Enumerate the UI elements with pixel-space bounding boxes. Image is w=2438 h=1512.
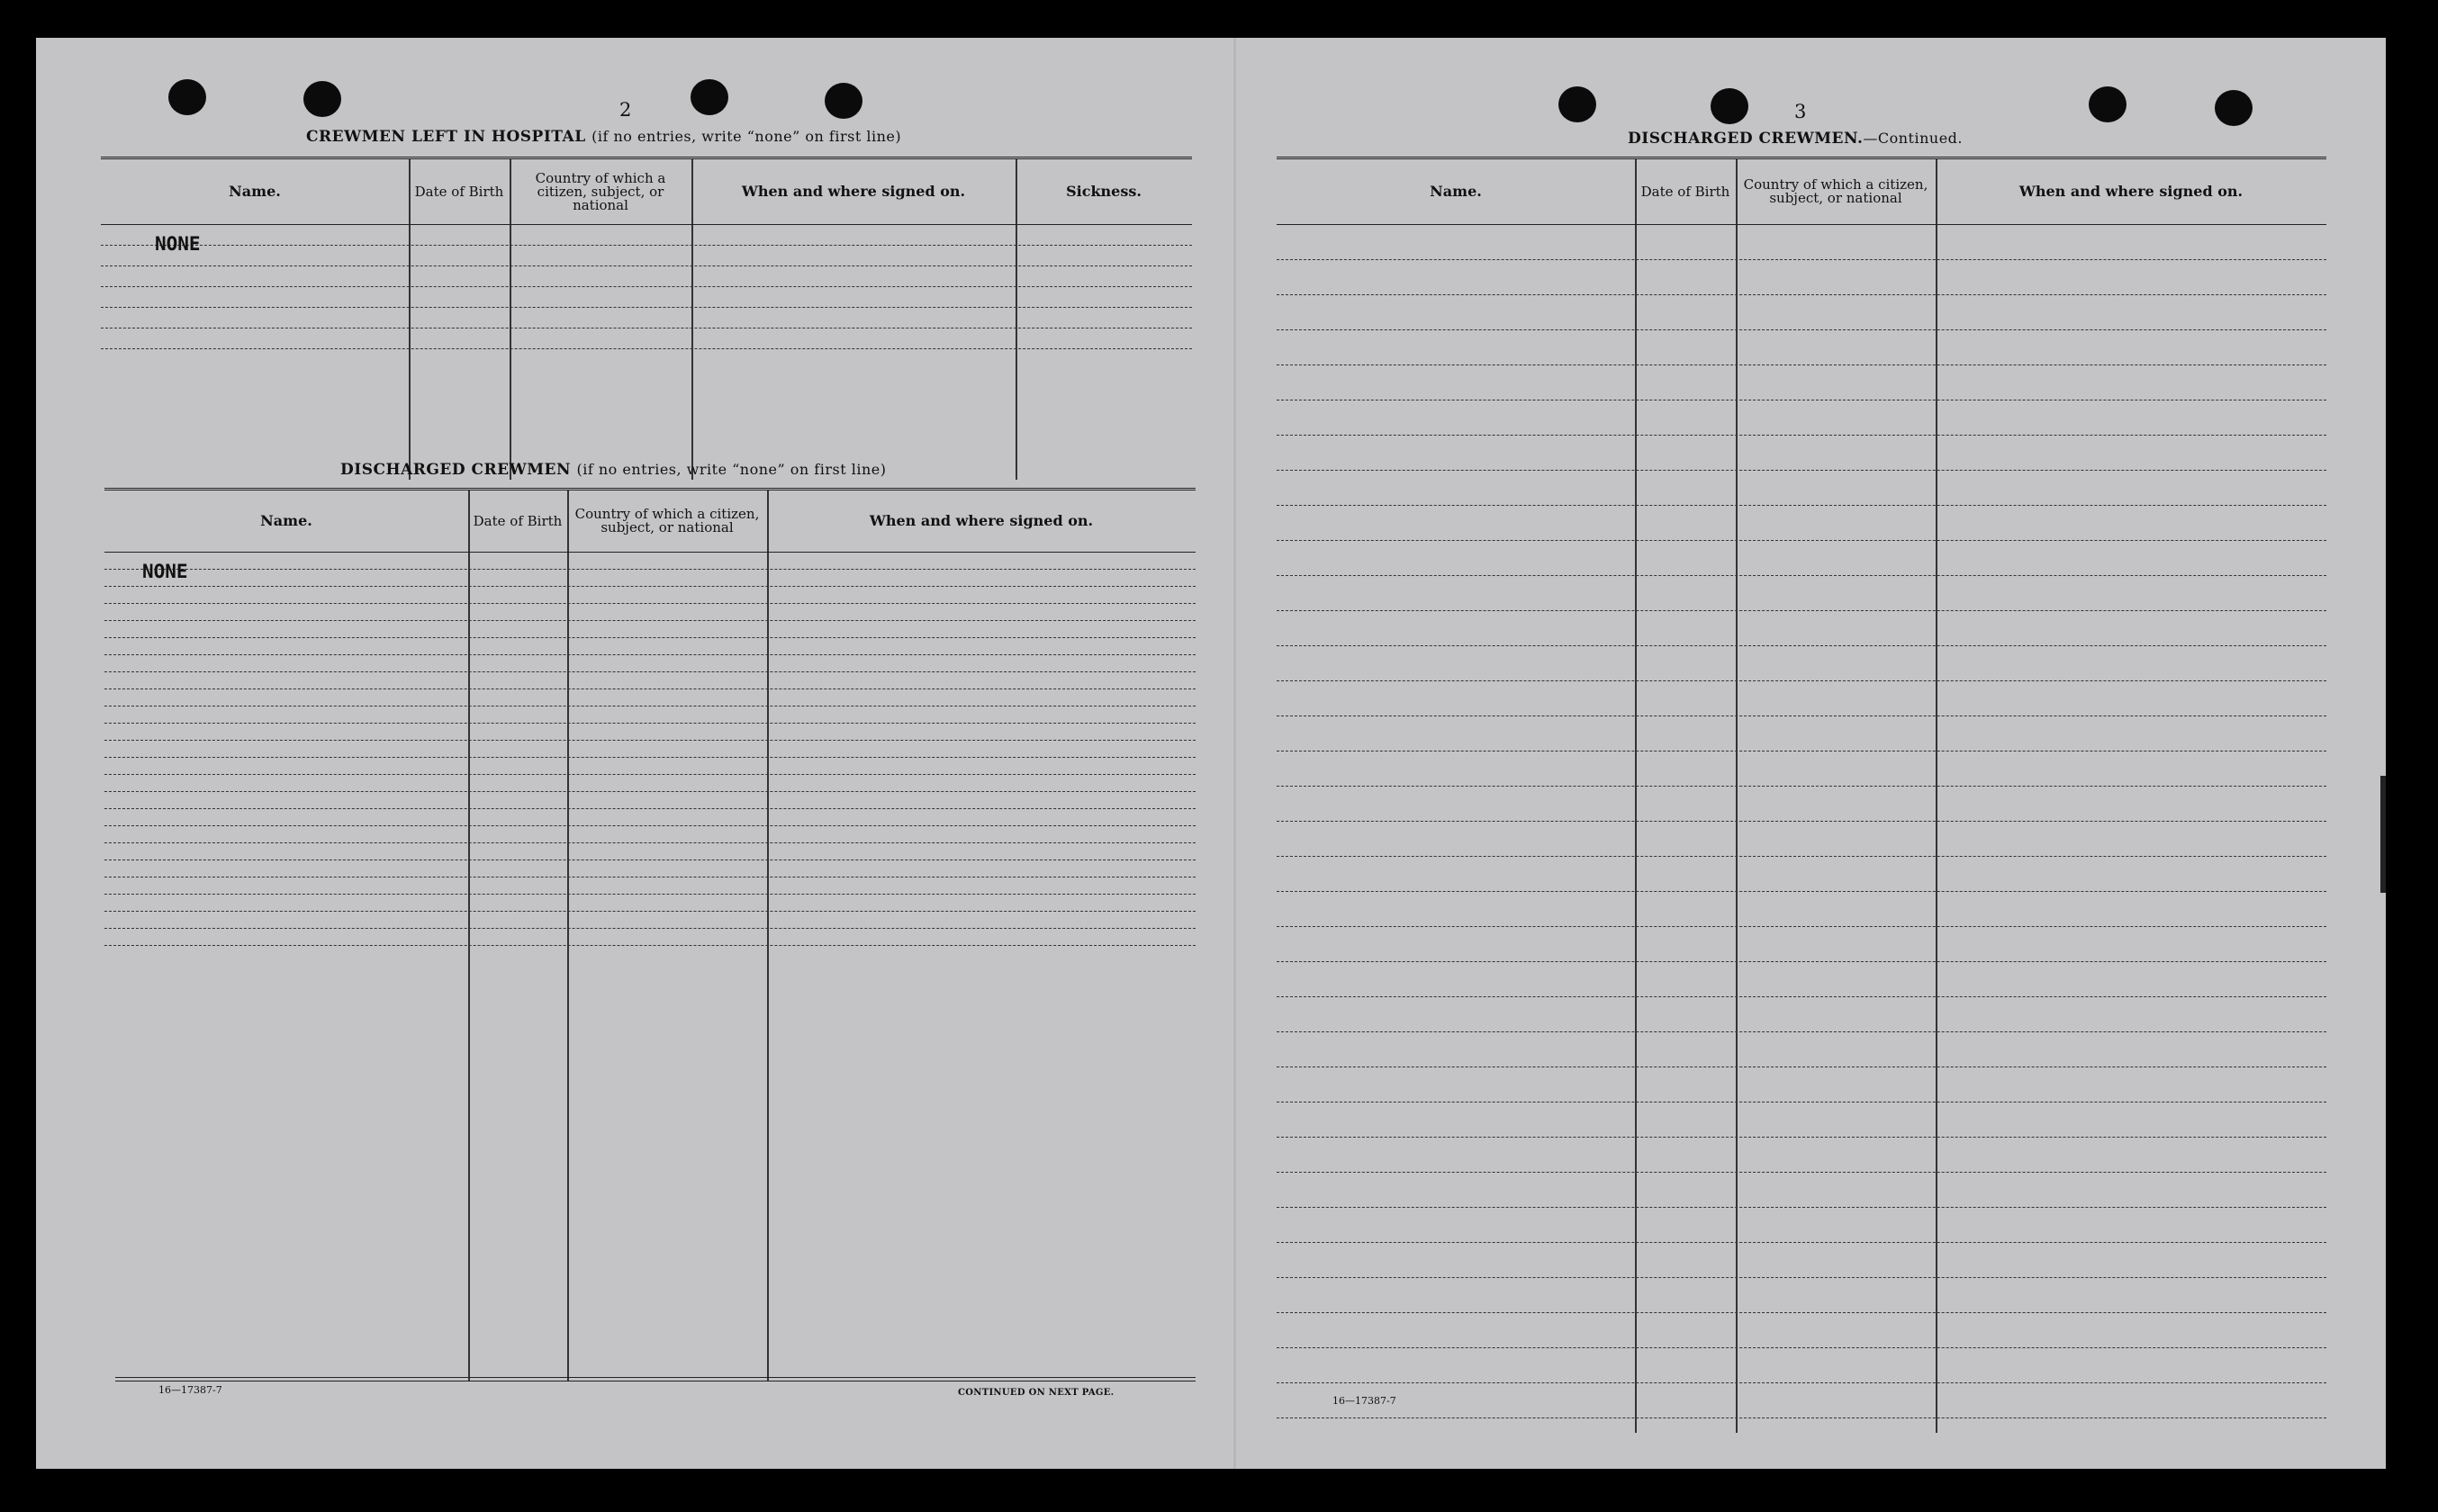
discharged-title-text: DISCHARGED CREWMEN xyxy=(340,461,572,479)
table-row xyxy=(101,328,1192,349)
table-row xyxy=(1277,400,2326,436)
table-row xyxy=(104,671,1196,689)
table-row xyxy=(1277,540,2326,576)
table-row xyxy=(104,552,1196,570)
discharged-section-title xyxy=(340,461,886,479)
table-row xyxy=(101,286,1192,308)
column-header: When and where signed on. xyxy=(2018,183,2244,200)
table-row xyxy=(1277,329,2326,365)
table-row xyxy=(1277,926,2326,962)
punch-hole xyxy=(2089,86,2126,122)
table-row xyxy=(1277,1066,2326,1102)
table-row xyxy=(1277,1137,2326,1173)
table-row xyxy=(1277,610,2326,646)
table-row xyxy=(104,911,1196,929)
table-row xyxy=(1277,996,2326,1032)
table-row xyxy=(1277,505,2326,541)
column-header: Country of which a citizen, subject, or national xyxy=(574,506,760,536)
table-row xyxy=(1277,364,2326,400)
table-row xyxy=(1277,1172,2326,1208)
table-row xyxy=(104,569,1196,587)
table-row xyxy=(104,688,1196,706)
column-header: Name. xyxy=(229,183,281,200)
table-row xyxy=(101,245,1192,266)
punch-hole xyxy=(303,81,341,117)
column-header: Sickness. xyxy=(1066,183,1142,200)
continued-title-suffix: —Continued. xyxy=(1863,130,1964,147)
punch-hole xyxy=(825,83,862,119)
entry-name: NONE xyxy=(155,233,201,255)
page-number-right: 3 xyxy=(1794,101,1807,122)
table-row xyxy=(104,654,1196,672)
table-row xyxy=(1277,751,2326,787)
column-header: When and where signed on. xyxy=(741,183,966,200)
table-row xyxy=(1277,1031,2326,1067)
table-row xyxy=(104,825,1196,843)
table-row xyxy=(104,928,1196,946)
column-header: Name. xyxy=(260,512,312,529)
table-row xyxy=(1277,680,2326,716)
column-header: Name. xyxy=(1430,183,1482,200)
column-header: Date of Birth xyxy=(414,183,504,200)
discharged-continued-title xyxy=(1628,130,1963,148)
table-row xyxy=(1277,856,2326,892)
page-fold xyxy=(1233,38,1236,1469)
table-row xyxy=(1277,470,2326,506)
table-row xyxy=(1277,1242,2326,1278)
entry-name: NONE xyxy=(142,561,188,582)
table-row xyxy=(1277,786,2326,822)
table-row xyxy=(1277,645,2326,681)
hospital-section-title xyxy=(306,128,901,146)
table-row xyxy=(101,224,1192,246)
column-header: When and where signed on. xyxy=(869,512,1094,529)
table-row xyxy=(104,603,1196,621)
continued-title-text: DISCHARGED CREWMEN. xyxy=(1628,130,1864,148)
table-row xyxy=(104,637,1196,655)
table-row xyxy=(104,706,1196,724)
table-row xyxy=(104,620,1196,638)
column-header: Date of Birth xyxy=(473,512,563,529)
table-row xyxy=(1277,891,2326,927)
discharged-title-subtitle: (if no entries, write “none” on first line) xyxy=(576,461,887,478)
table-row xyxy=(104,877,1196,895)
table-row xyxy=(104,808,1196,826)
table-row xyxy=(1277,435,2326,471)
form-number-left: 16—17387-7 xyxy=(158,1384,222,1396)
table-row xyxy=(1277,821,2326,857)
punch-hole xyxy=(168,79,206,115)
table-row xyxy=(1277,1347,2326,1383)
table-row xyxy=(1277,1382,2326,1418)
column-header: Date of Birth xyxy=(1640,183,1730,200)
punch-hole xyxy=(1711,88,1748,124)
table-row xyxy=(104,723,1196,741)
table-row xyxy=(1277,224,2326,260)
table-row xyxy=(104,757,1196,775)
table-row xyxy=(104,791,1196,809)
table-row xyxy=(104,860,1196,878)
discharged-table xyxy=(104,488,1196,1382)
form-number-right: 16—17387-7 xyxy=(1332,1395,1396,1407)
table-row xyxy=(1277,716,2326,752)
document-sheet xyxy=(36,38,2386,1469)
table-row xyxy=(104,774,1196,792)
table-row xyxy=(1277,259,2326,295)
hospital-table xyxy=(101,157,1192,480)
table-row xyxy=(101,266,1192,287)
table-row xyxy=(1277,961,2326,997)
table-row xyxy=(1277,575,2326,611)
table-row xyxy=(1277,1102,2326,1138)
table-row xyxy=(1277,1277,2326,1313)
column-header: Country of which a citizen, subject, or national xyxy=(535,169,666,213)
table-row xyxy=(1277,1207,2326,1243)
hospital-title-text: CREWMEN LEFT IN HOSPITAL xyxy=(306,128,586,146)
edge-mark xyxy=(2380,776,2386,893)
table-row xyxy=(104,842,1196,860)
table-row xyxy=(1277,294,2326,330)
table-row xyxy=(104,740,1196,758)
discharged-continued-table xyxy=(1277,157,2326,1433)
table-row xyxy=(104,894,1196,912)
punch-hole xyxy=(691,79,728,115)
page-number-left: 2 xyxy=(619,99,632,121)
hospital-title-subtitle: (if no entries, write “none” on first line) xyxy=(591,128,902,145)
table-row xyxy=(1277,1312,2326,1348)
punch-hole xyxy=(1558,86,1596,122)
punch-hole xyxy=(2215,90,2253,126)
table-row xyxy=(101,307,1192,328)
table-row xyxy=(104,586,1196,604)
footer-rule-left xyxy=(115,1377,1196,1382)
continued-note: CONTINUED ON NEXT PAGE. xyxy=(958,1388,1115,1398)
column-header: Country of which a citizen, subject, or national xyxy=(1743,176,1928,206)
